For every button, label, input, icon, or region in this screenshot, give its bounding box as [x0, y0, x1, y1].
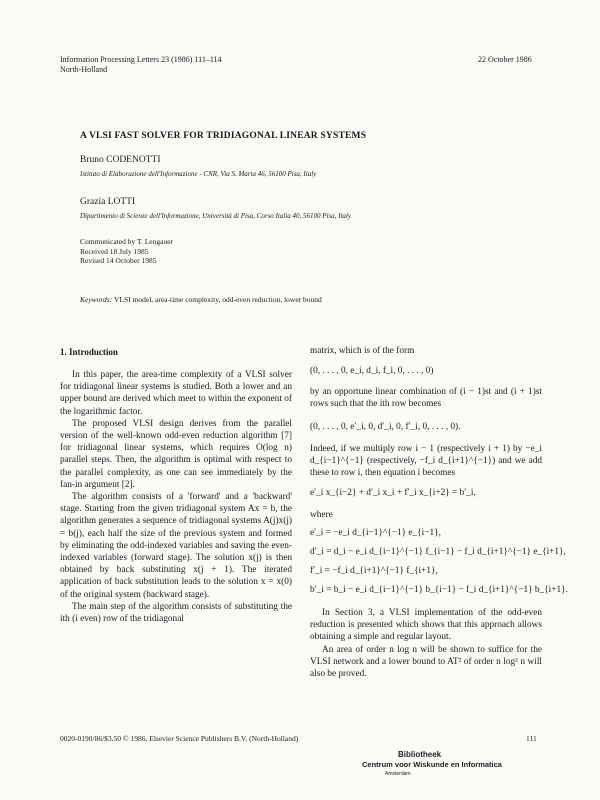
paragraph: by an opportune linear combination of (i − 1)st and (i + 1)st rows such that the ith row becomes: [310, 387, 542, 410]
equation-f-prime: f′_i = −f_i d_{i+1}^{−1} f_{i+1},: [310, 566, 438, 576]
paragraph: The algorithm consists of a 'forward' and a 'backward' stage. Starting from the given tridiagonal system Ax = b, the algorithm generates a sequence of tridiagonal systems A(j)x(j) = b(j), each half the size of the previous system and formed by eliminating the odd-indexed variables and saving the even-indexed variables (forward stage). The solution x(j) is then obtained by back substituting x(j + 1). The iterated application of back substitution leads to the solution x = x(0) of the original system (backward stage).: [60, 492, 292, 600]
paragraph: The main step of the algorithm consists of substituting the ith (i even) row of the tridiagonal: [60, 601, 292, 625]
section-heading: 1. Introduction: [60, 347, 118, 357]
author-name: Bruno CODENOTTI: [80, 155, 161, 165]
publisher: North-Holland: [60, 65, 108, 74]
journal-citation: Information Processing Letters 23 (1986) 111–114: [60, 55, 222, 64]
revised-date: Revised 14 October 1985: [80, 256, 157, 265]
equation-reduced: e′_i x_{i−2} + d′_i x_i + f′_i x_{i+2} = b′_i,: [310, 488, 476, 498]
equation-b-prime: b′_i = b_i − e_i d_{i−1}^{−1} b_{i−1} − f_i d_{i+1}^{−1} b_{i+1}.: [310, 585, 568, 595]
paragraph: Indeed, if we multiply row i − 1 (respectively i + 1) by −e_i d_{i−1}^{−1} (respectively, −f_i d_{i+1}^{−1}) and we add these to row i, then equation i becomes: [310, 444, 542, 479]
copyright-line: 0020-0190/86/$3.50 © 1986, Elsevier Science Publishers B.V. (North-Holland): [60, 734, 299, 743]
paragraph: matrix, which is of the form: [310, 346, 415, 356]
left-column: [60, 369, 292, 625]
issue-date: 22 October 1986: [478, 55, 532, 64]
keywords-line: [80, 295, 322, 304]
author-affiliation: Dipartimento di Scienze dell'Informazione, Università di Pisa, Corso Italia 40, 56100 Pisa, Italy: [80, 212, 351, 220]
right-column-text: [310, 386, 542, 410]
paragraph: The proposed VLSI design derives from the parallel version of the well-known odd-even reduction algorithm [7] for tridiagonal linear systems, which requires O(log n) parallel steps. Then, the algorithm is optimal with respect to the parallel complexity, as one can see immediately by the fan-in argument [2].: [60, 418, 292, 490]
equation-new-row: (0, . . . , 0, e′_i, 0, d′_i, 0, f′_i, 0, . . . , 0).: [310, 422, 461, 432]
library-stamp-name: Centrum voor Wiskunde en Informatica: [362, 760, 502, 769]
communicated-by: Communicated by T. Lengauer: [80, 237, 174, 246]
right-column-text: [310, 443, 542, 480]
paragraph: In Section 3, a VLSI implementation of the odd-even reduction is presented which shows that this approach allows obtaining a simple and regular layout.: [310, 608, 542, 643]
keywords-label: Keywords:: [80, 295, 113, 304]
right-column-text: [310, 607, 542, 680]
page-number: 111: [526, 734, 537, 743]
equation-d-prime: d′_i = d_i − e_i d_{i−1}^{−1} f_{i−1} − f_i d_{i+1}^{−1} e_{i+1},: [310, 547, 566, 557]
author-affiliation: Istituto di Elaborazione dell'Informazione - CNR, Via S. Maria 46, 56100 Pisa, Italy: [80, 170, 317, 178]
equation-e-prime: e′_i = −e_i d_{i−1}^{−1} e_{i−1},: [310, 528, 441, 538]
library-stamp-title: Bibliotheek: [398, 750, 442, 759]
where-label: where: [310, 510, 333, 520]
received-date: Received 18 July 1985: [80, 247, 149, 256]
keywords-text: VLSI model, area-time complexity, odd-even reduction, lower bound: [113, 295, 322, 304]
author-name: Grazia LOTTI: [80, 197, 136, 207]
right-column: [310, 345, 542, 357]
library-stamp-city: Amsterdam: [385, 771, 411, 777]
equation-row-form: (0, . . . , 0, e_i, d_i, f_i, 0, . . . , 0): [310, 366, 434, 376]
paragraph: In this paper, the area-time complexity of a VLSI solver for tridiagonal linear systems is studied. Both a lower and an upper bound are derived which meet to within the exponent of the logarithmic factor.: [60, 370, 292, 417]
paper-title: A VLSI FAST SOLVER FOR TRIDIAGONAL LINEAR SYSTEMS: [80, 131, 367, 141]
paragraph: An area of order n log n will be shown to suffice for the VLSI network and a lower bound to AT² of order n log² n will also be proved.: [310, 644, 542, 680]
